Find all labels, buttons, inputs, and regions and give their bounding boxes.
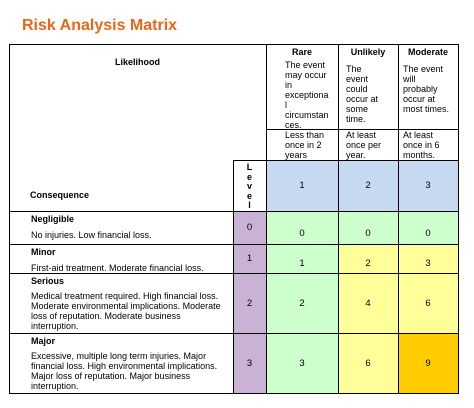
consequence-description: Medical treatment required. High financial loss.	[31, 291, 219, 301]
risk-score-value: 2	[365, 258, 371, 270]
likelihood-name: Moderate	[407, 47, 448, 57]
likelihood-frequency: once in 2	[285, 140, 322, 150]
consequence-description: Moderate environmental implications. Moderate	[31, 301, 221, 311]
consequence-description: No injuries. Low financial loss.	[31, 230, 152, 240]
likelihood-frequency: At least	[403, 130, 434, 140]
consequence-header: Consequence	[30, 190, 90, 200]
consequence-description: interruption.	[31, 321, 79, 331]
consequence-description: Excessive, multiple long term injuries. Major	[31, 351, 207, 361]
risk-score-value: 0	[425, 227, 431, 239]
likelihood-level-value: 1	[299, 180, 305, 191]
likelihood-description: The event	[285, 60, 326, 70]
consequence-description: Major loss of reputation. Major business	[31, 371, 191, 381]
consequence-description: interruption.	[31, 381, 79, 391]
likelihood-description: exceptiona	[285, 90, 329, 100]
table-border	[9, 44, 10, 393]
likelihood-frequency: months.	[403, 150, 436, 160]
likelihood-description: l	[285, 100, 287, 110]
likelihood-frequency: At least	[346, 130, 377, 140]
table-border	[9, 393, 458, 394]
likelihood-description: The event	[403, 64, 444, 74]
likelihood-description: The	[346, 64, 362, 74]
likelihood-description: occur at	[346, 94, 379, 104]
likelihood-header: Likelihood	[115, 57, 160, 67]
risk-score-value: 0	[299, 227, 305, 239]
table-border	[458, 44, 459, 394]
risk-score-value: 2	[299, 297, 305, 309]
likelihood-frequency: year.	[346, 150, 366, 160]
likelihood-level-value: 2	[365, 180, 371, 191]
likelihood-description: most times.	[403, 104, 450, 114]
likelihood-description: event	[346, 74, 369, 84]
level-label-letter: e	[246, 171, 252, 182]
likelihood-description: ces.	[285, 120, 302, 130]
likelihood-description: some	[346, 104, 369, 114]
table-border	[9, 44, 458, 45]
likelihood-description: will	[403, 74, 416, 84]
consequence-description: financial loss. High environmental implications.	[31, 361, 218, 371]
likelihood-name: Rare	[291, 47, 312, 57]
likelihood-frequency: Less than	[285, 130, 325, 140]
level-label-letter: L	[246, 162, 253, 172]
page-title: Risk Analysis Matrix	[22, 17, 178, 34]
likelihood-description: time.	[346, 114, 366, 124]
consequence-name: Major	[31, 336, 56, 346]
likelihood-level-value: 3	[425, 180, 431, 191]
risk-score-value: 9	[425, 357, 431, 369]
risk-score-value: 1	[299, 258, 305, 270]
level-label-letter: l	[248, 200, 251, 210]
consequence-level-value: 1	[246, 253, 253, 264]
risk-score-value: 6	[425, 297, 431, 309]
likelihood-frequency: once per	[346, 140, 382, 150]
likelihood-description: could	[346, 84, 368, 94]
level-label-letter: e	[246, 190, 252, 201]
likelihood-name: Unlikely	[350, 47, 386, 57]
consequence-level-value: 2	[246, 297, 253, 309]
consequence-name: Minor	[31, 247, 56, 257]
consequence-name: Negligible	[31, 214, 75, 224]
likelihood-frequency: once in 6	[403, 140, 440, 150]
risk-score-value: 0	[365, 227, 371, 239]
likelihood-description: in	[285, 80, 293, 90]
likelihood-description: probably	[403, 84, 438, 94]
consequence-description: loss of reputation. Moderate business	[31, 311, 181, 321]
consequence-level-value: 0	[246, 222, 253, 233]
consequence-level-value: 3	[246, 357, 253, 369]
risk-score-value: 4	[365, 297, 371, 309]
likelihood-description: may occur	[285, 70, 327, 80]
likelihood-description: occur at	[403, 94, 436, 104]
likelihood-description: circumstan	[285, 110, 329, 120]
risk-score-value: 3	[425, 258, 431, 270]
risk-score-value: 3	[299, 357, 305, 369]
risk-score-value: 6	[365, 357, 371, 369]
consequence-name: Serious	[31, 276, 65, 286]
consequence-description: First-aid treatment. Moderate financial loss.	[31, 263, 204, 273]
likelihood-frequency: years	[285, 150, 308, 160]
level-label-letter: v	[246, 181, 252, 191]
